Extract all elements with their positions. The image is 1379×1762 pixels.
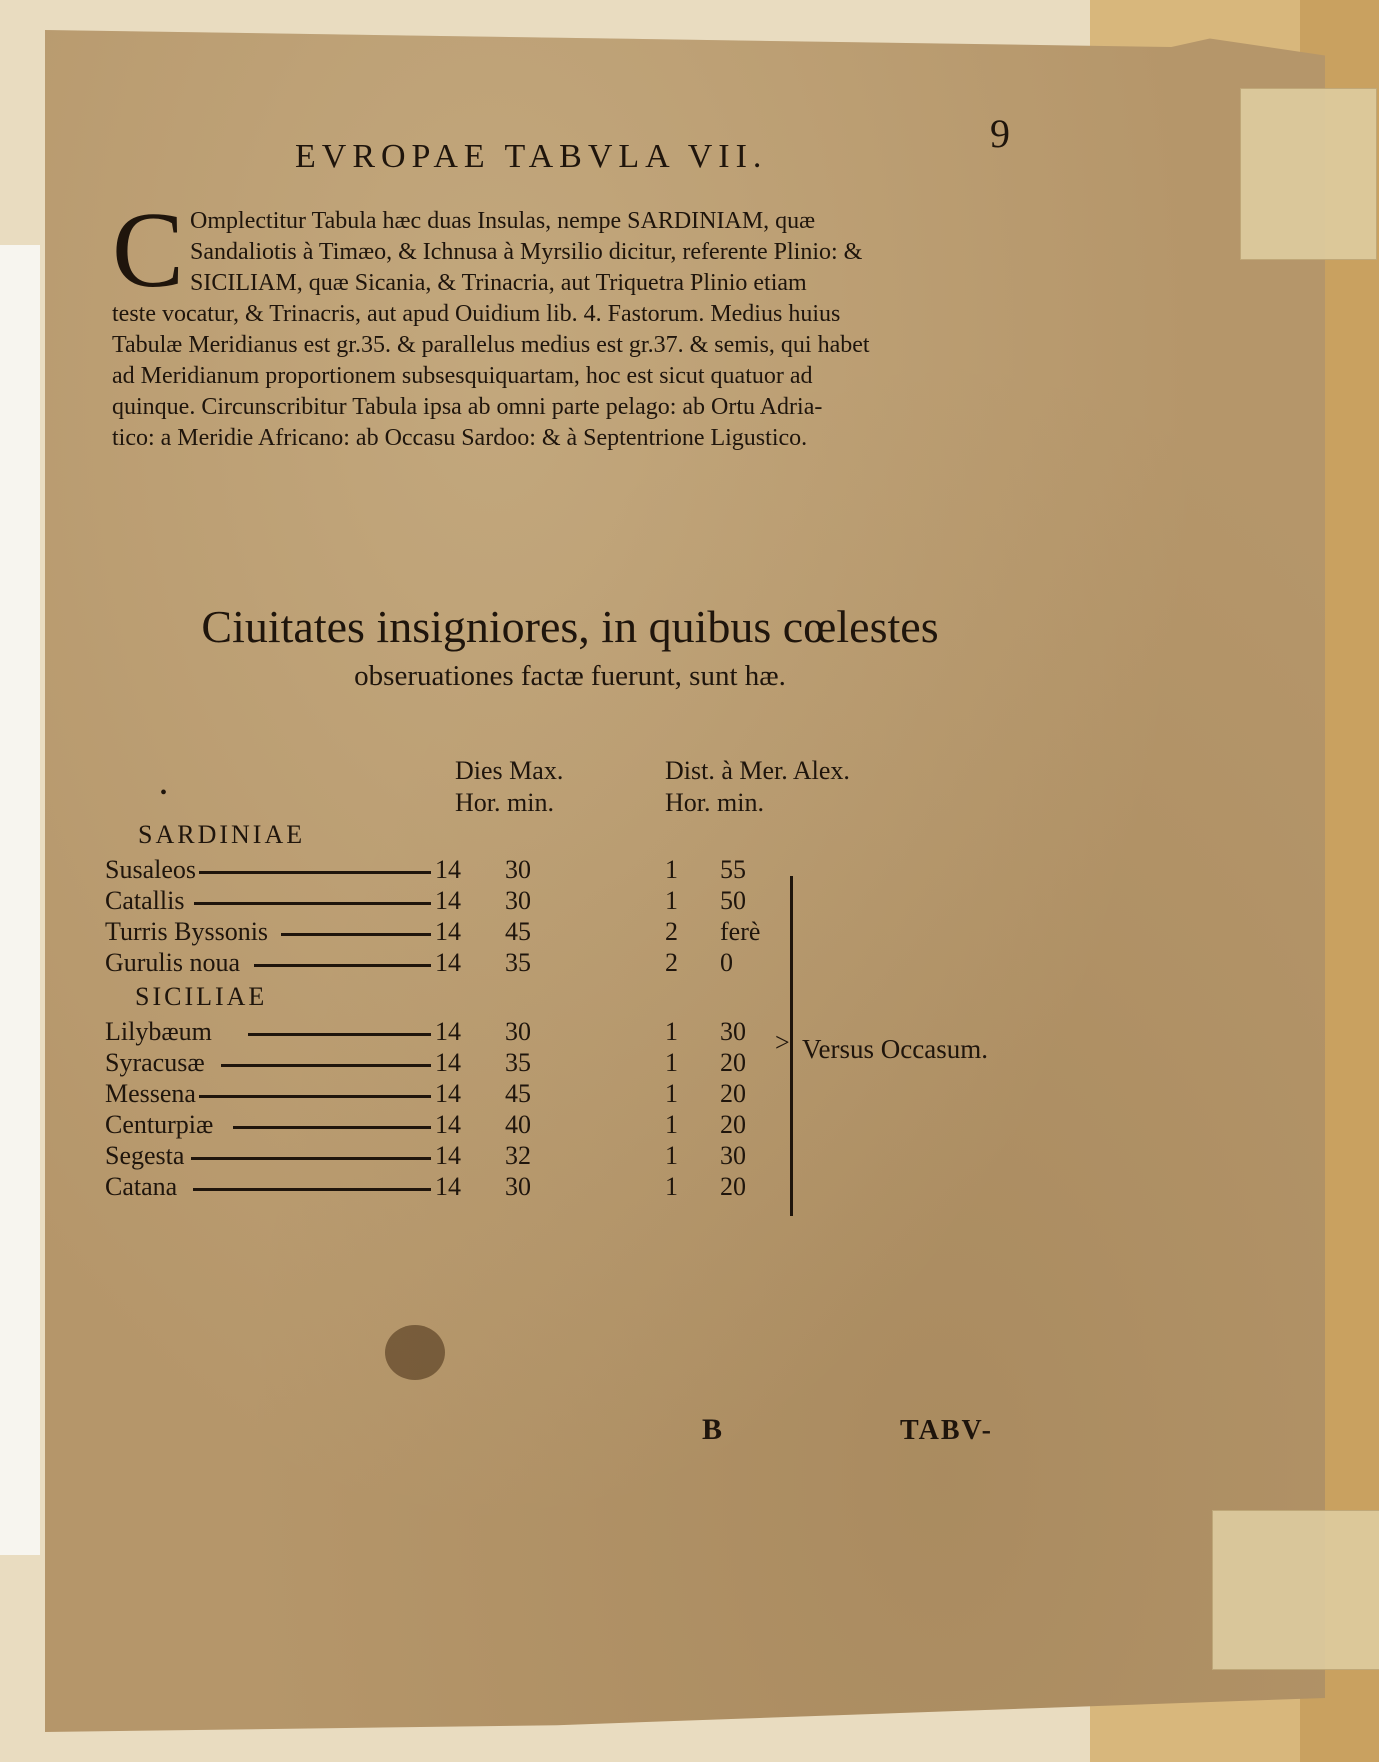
tape-top <box>1240 88 1377 260</box>
cell-dies-m: 32 <box>505 1141 531 1170</box>
leader-rule <box>193 1188 431 1191</box>
table-subtitle: obseruationes factæ fuerunt, sunt hæ. <box>354 660 786 692</box>
column-header-distance <box>665 755 850 819</box>
cell-dist-m: 50 <box>720 886 746 915</box>
table-row <box>105 917 805 947</box>
drop-cap: C <box>112 191 185 310</box>
leader-rule <box>199 1095 431 1098</box>
table-row <box>105 1141 805 1171</box>
intro-line: SICILIAM, quæ Sicania, & Trinacria, aut Triquetra Plinio etiam <box>190 270 807 296</box>
table-row <box>105 1172 805 1202</box>
column-header-dies <box>455 755 563 819</box>
intro-line: Tabulæ Meridianus est gr.35. & parallelus medius est gr.37. & semis, qui habet <box>112 332 870 358</box>
city-name: Messena <box>105 1079 196 1108</box>
city-name: Lilybæum <box>105 1017 212 1046</box>
leader-rule <box>254 964 431 967</box>
column-header-dies-line2: Hor. min. <box>455 788 554 817</box>
cell-dies-h: 14 <box>435 1110 461 1139</box>
cell-dist-m: 30 <box>720 1141 746 1170</box>
cell-dist-h: 1 <box>665 886 678 915</box>
cell-dies-m: 30 <box>505 1017 531 1046</box>
city-name: Catana <box>105 1172 178 1201</box>
tape-bottom <box>1212 1510 1379 1670</box>
cell-dies-h: 14 <box>435 917 461 946</box>
cell-dies-h: 14 <box>435 1172 461 1201</box>
city-name: Turris Byssonis <box>105 917 269 946</box>
table-row <box>105 1110 805 1140</box>
cell-dist-m: 55 <box>720 855 746 884</box>
scan-background-strip <box>0 245 40 1555</box>
cell-dist-h: 2 <box>665 917 678 946</box>
leader-rule <box>281 933 431 936</box>
cell-dies-h: 14 <box>435 1048 461 1077</box>
intro-lines <box>112 191 1062 454</box>
column-header-dies-line1: Dies Max. <box>455 756 564 785</box>
city-name: Syracusæ <box>105 1048 205 1077</box>
cell-dist-m: 30 <box>720 1017 746 1046</box>
section-heading: SICILIAE <box>135 982 268 1011</box>
cell-dies-m: 30 <box>505 1172 531 1201</box>
cell-dies-h: 14 <box>435 855 461 884</box>
cell-dist-h: 1 <box>665 855 678 884</box>
table-row <box>105 855 805 885</box>
cell-dist-m: ferè <box>720 917 761 946</box>
city-name: Catallis <box>105 886 185 915</box>
cell-dies-m: 40 <box>505 1110 531 1139</box>
intro-paragraph <box>112 191 1062 454</box>
leader-rule <box>191 1157 431 1160</box>
city-name: Gurulis noua <box>105 948 241 977</box>
leader-rule <box>199 871 431 874</box>
leader-rule <box>194 902 431 905</box>
cell-dist-h: 1 <box>665 1110 678 1139</box>
intro-line: ad Meridianum proportionem subsesquiquartam, hoc est sicut quatuor ad <box>112 363 813 389</box>
column-header-distance-line2: Hor. min. <box>665 788 764 817</box>
cell-dist-h: 1 <box>665 1079 678 1108</box>
table-title: Ciuitates insigniores, in quibus cœlestes <box>201 601 939 652</box>
cell-dies-h: 14 <box>435 1017 461 1046</box>
cell-dist-h: 1 <box>665 1141 678 1170</box>
leader-rule <box>233 1126 431 1129</box>
cell-dies-h: 14 <box>435 1141 461 1170</box>
cell-dies-m: 35 <box>505 948 531 977</box>
bracket-point: > <box>775 1028 790 1057</box>
cell-dist-h: 1 <box>665 1172 678 1201</box>
cell-dist-m: 20 <box>720 1110 746 1139</box>
table-row <box>105 1048 805 1078</box>
city-name: Susaleos <box>105 855 196 884</box>
intro-line: quinque. Circunscribitur Tabula ipsa ab omni parte pelago: ab Ortu Adria- <box>112 394 823 420</box>
cell-dies-m: 30 <box>505 886 531 915</box>
cell-dist-h: 2 <box>665 948 678 977</box>
cell-dist-m: 20 <box>720 1172 746 1201</box>
table-marker: • <box>160 782 168 804</box>
cell-dies-m: 45 <box>505 917 531 946</box>
column-header-distance-line1: Dist. à Mer. Alex. <box>665 756 850 785</box>
table-row <box>105 1079 805 1109</box>
signature-mark: B <box>702 1413 723 1446</box>
table-row <box>105 886 805 916</box>
cell-dist-h: 1 <box>665 1017 678 1046</box>
page-header: EVROPAE TABVLA VII. <box>295 138 768 175</box>
intro-line: teste vocatur, & Trinacris, aut apud Ouidium lib. 4. Fastorum. Medius huius <box>112 301 841 327</box>
table-row <box>105 948 805 978</box>
intro-line: Omplectitur Tabula hæc duas Insulas, nempe SARDINIAM, quæ <box>190 208 816 234</box>
cell-dies-m: 30 <box>505 855 531 884</box>
folio-number: 9 <box>990 111 1010 156</box>
cell-dies-h: 14 <box>435 948 461 977</box>
cell-dies-m: 45 <box>505 1079 531 1108</box>
section-heading: SARDINIAE <box>138 820 306 849</box>
cell-dies-m: 35 <box>505 1048 531 1077</box>
leader-rule <box>221 1064 431 1067</box>
intro-line: tico: a Meridie Africano: ab Occasu Sardoo: & à Septentrione Ligustico. <box>112 425 808 451</box>
cell-dist-h: 1 <box>665 1048 678 1077</box>
cell-dist-m: 20 <box>720 1048 746 1077</box>
city-name: Centurpiæ <box>105 1110 214 1139</box>
ink-stain <box>385 1325 445 1380</box>
city-name: Segesta <box>105 1141 185 1170</box>
table-row <box>105 1017 805 1047</box>
bracket-label: Versus Occasum. <box>802 1034 988 1064</box>
intro-line: Sandaliotis à Timæo, & Ichnusa à Myrsilio dicitur, referente Plinio: & <box>190 239 863 265</box>
leader-rule <box>248 1033 431 1036</box>
cell-dist-m: 20 <box>720 1079 746 1108</box>
catchword: TABV- <box>900 1415 993 1446</box>
cell-dist-m: 0 <box>720 948 733 977</box>
cell-dies-h: 14 <box>435 1079 461 1108</box>
cell-dies-h: 14 <box>435 886 461 915</box>
